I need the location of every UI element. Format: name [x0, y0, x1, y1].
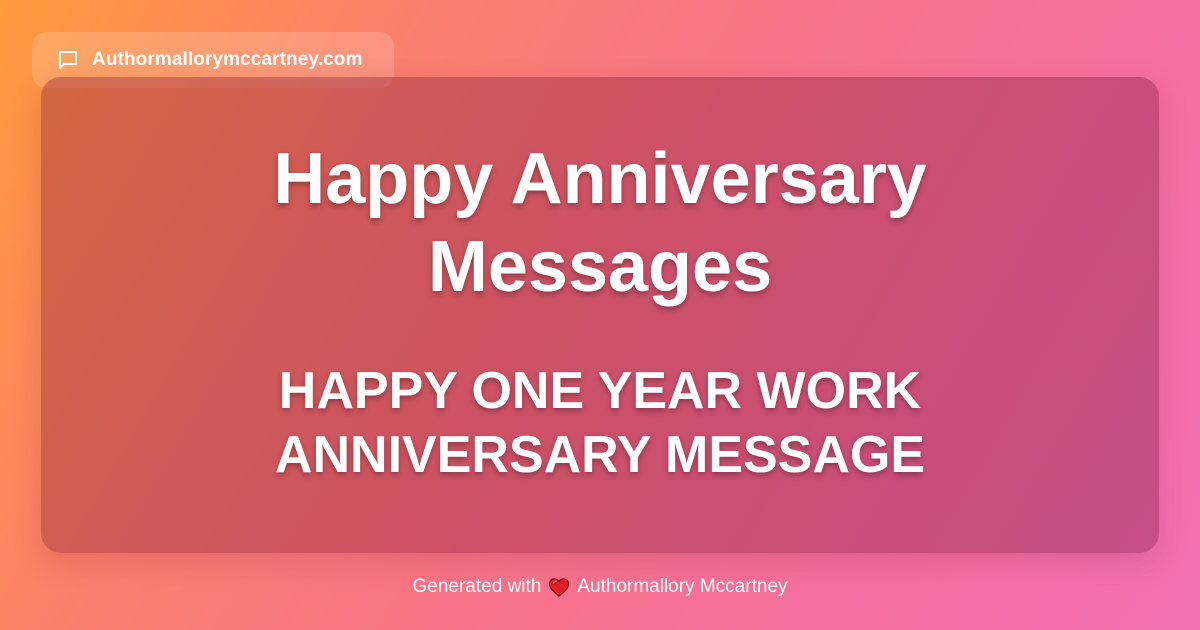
heart-icon: [548, 577, 570, 597]
title-card: [41, 77, 1159, 553]
chat-bubble-icon: [56, 48, 80, 72]
title-line-2: Messages: [427, 227, 773, 307]
page-title: [41, 135, 1159, 311]
subtitle-line-1: HAPPY ONE YEAR WORK: [278, 362, 922, 420]
title-line-1: Happy Anniversary: [273, 139, 927, 219]
site-name: Authormallorymccartney.com: [92, 49, 363, 70]
footer-prefix: Generated with: [412, 576, 542, 597]
subtitle-line-2: ANNIVERSARY MESSAGE: [274, 426, 926, 484]
page-subtitle: [41, 359, 1159, 487]
footer-credit: [0, 574, 1200, 600]
footer-author: Authormallory Mccartney: [577, 576, 788, 597]
